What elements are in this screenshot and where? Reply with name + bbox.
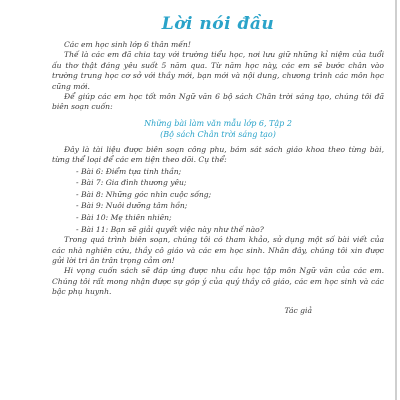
lesson-item: - Bài 9: Nuôi dưỡng tâm hồn; [76,201,188,211]
lesson-item: - Bài 6: Điểm tựa tinh thần; [76,166,182,176]
book-title: Những bài làm văn mẫu lớp 6, Tập 2 [144,118,292,128]
paragraph-intro: Thế là các em đã chia tay với trường tiểu học, nơi lưu giữ những kỉ niệm của tuổi ấu thơ thật đáng yêu suốt 5 năm qua. Từ năm học này, các em sẽ bước chân vào trường trung học cơ sở với thầy mới, bạn mới và nội dung, chương trình các môn học cũng mới. [52,50,384,91]
lesson-item: - Bài 7: Gia đình thương yêu; [76,178,187,188]
author-signature: Tác giả [284,305,312,315]
page-edge-rule [395,0,397,400]
book-series: (Bộ sách Chân trời sáng tạo) [160,129,276,139]
greeting: Các em học sinh lớp 6 thân mến! [64,40,191,49]
lesson-item: - Bài 11: Bạn sẽ giải quyết việc này như thế nào? [76,224,264,234]
preface-page [52,14,384,316]
paragraph-purpose: Để giúp các em học tốt môn Ngữ văn 6 bộ sách Chân trời sáng tạo, chúng tôi đã biên soạn cuốn: [52,92,384,112]
lesson-item: - Bài 10: Mẹ thiên nhiên; [76,213,172,223]
paragraph-acknowledgement: Trong quá trình biên soạn, chúng tôi có tham khảo, sử dụng một số bài viết của các nhà nghiên cứu, thầy cô giáo và các em học sinh. Nhân đây, chúng tôi xin được gửi lời tri ân trân trọng cảm ơn! [52,235,384,266]
paragraph-closing: Hi vọng cuốn sách sẽ đáp ứng được nhu cầu học tập môn Ngữ văn của các em. Chúng tôi rất mong nhận được sự góp ý của quý thầy cô giáo, các em học sinh và các bậc phụ huynh. [52,266,384,297]
page-title: Lời nói đầu [161,14,275,34]
lesson-list [52,166,384,236]
paragraph-description: Đây là tài liệu được biên soạn công phu, bám sát sách giáo khoa theo từng bài, từng thể loại để các em tiện theo dõi. Cụ thể: [52,144,384,165]
lesson-item: - Bài 8: Những góc nhìn cuộc sống; [76,189,212,199]
